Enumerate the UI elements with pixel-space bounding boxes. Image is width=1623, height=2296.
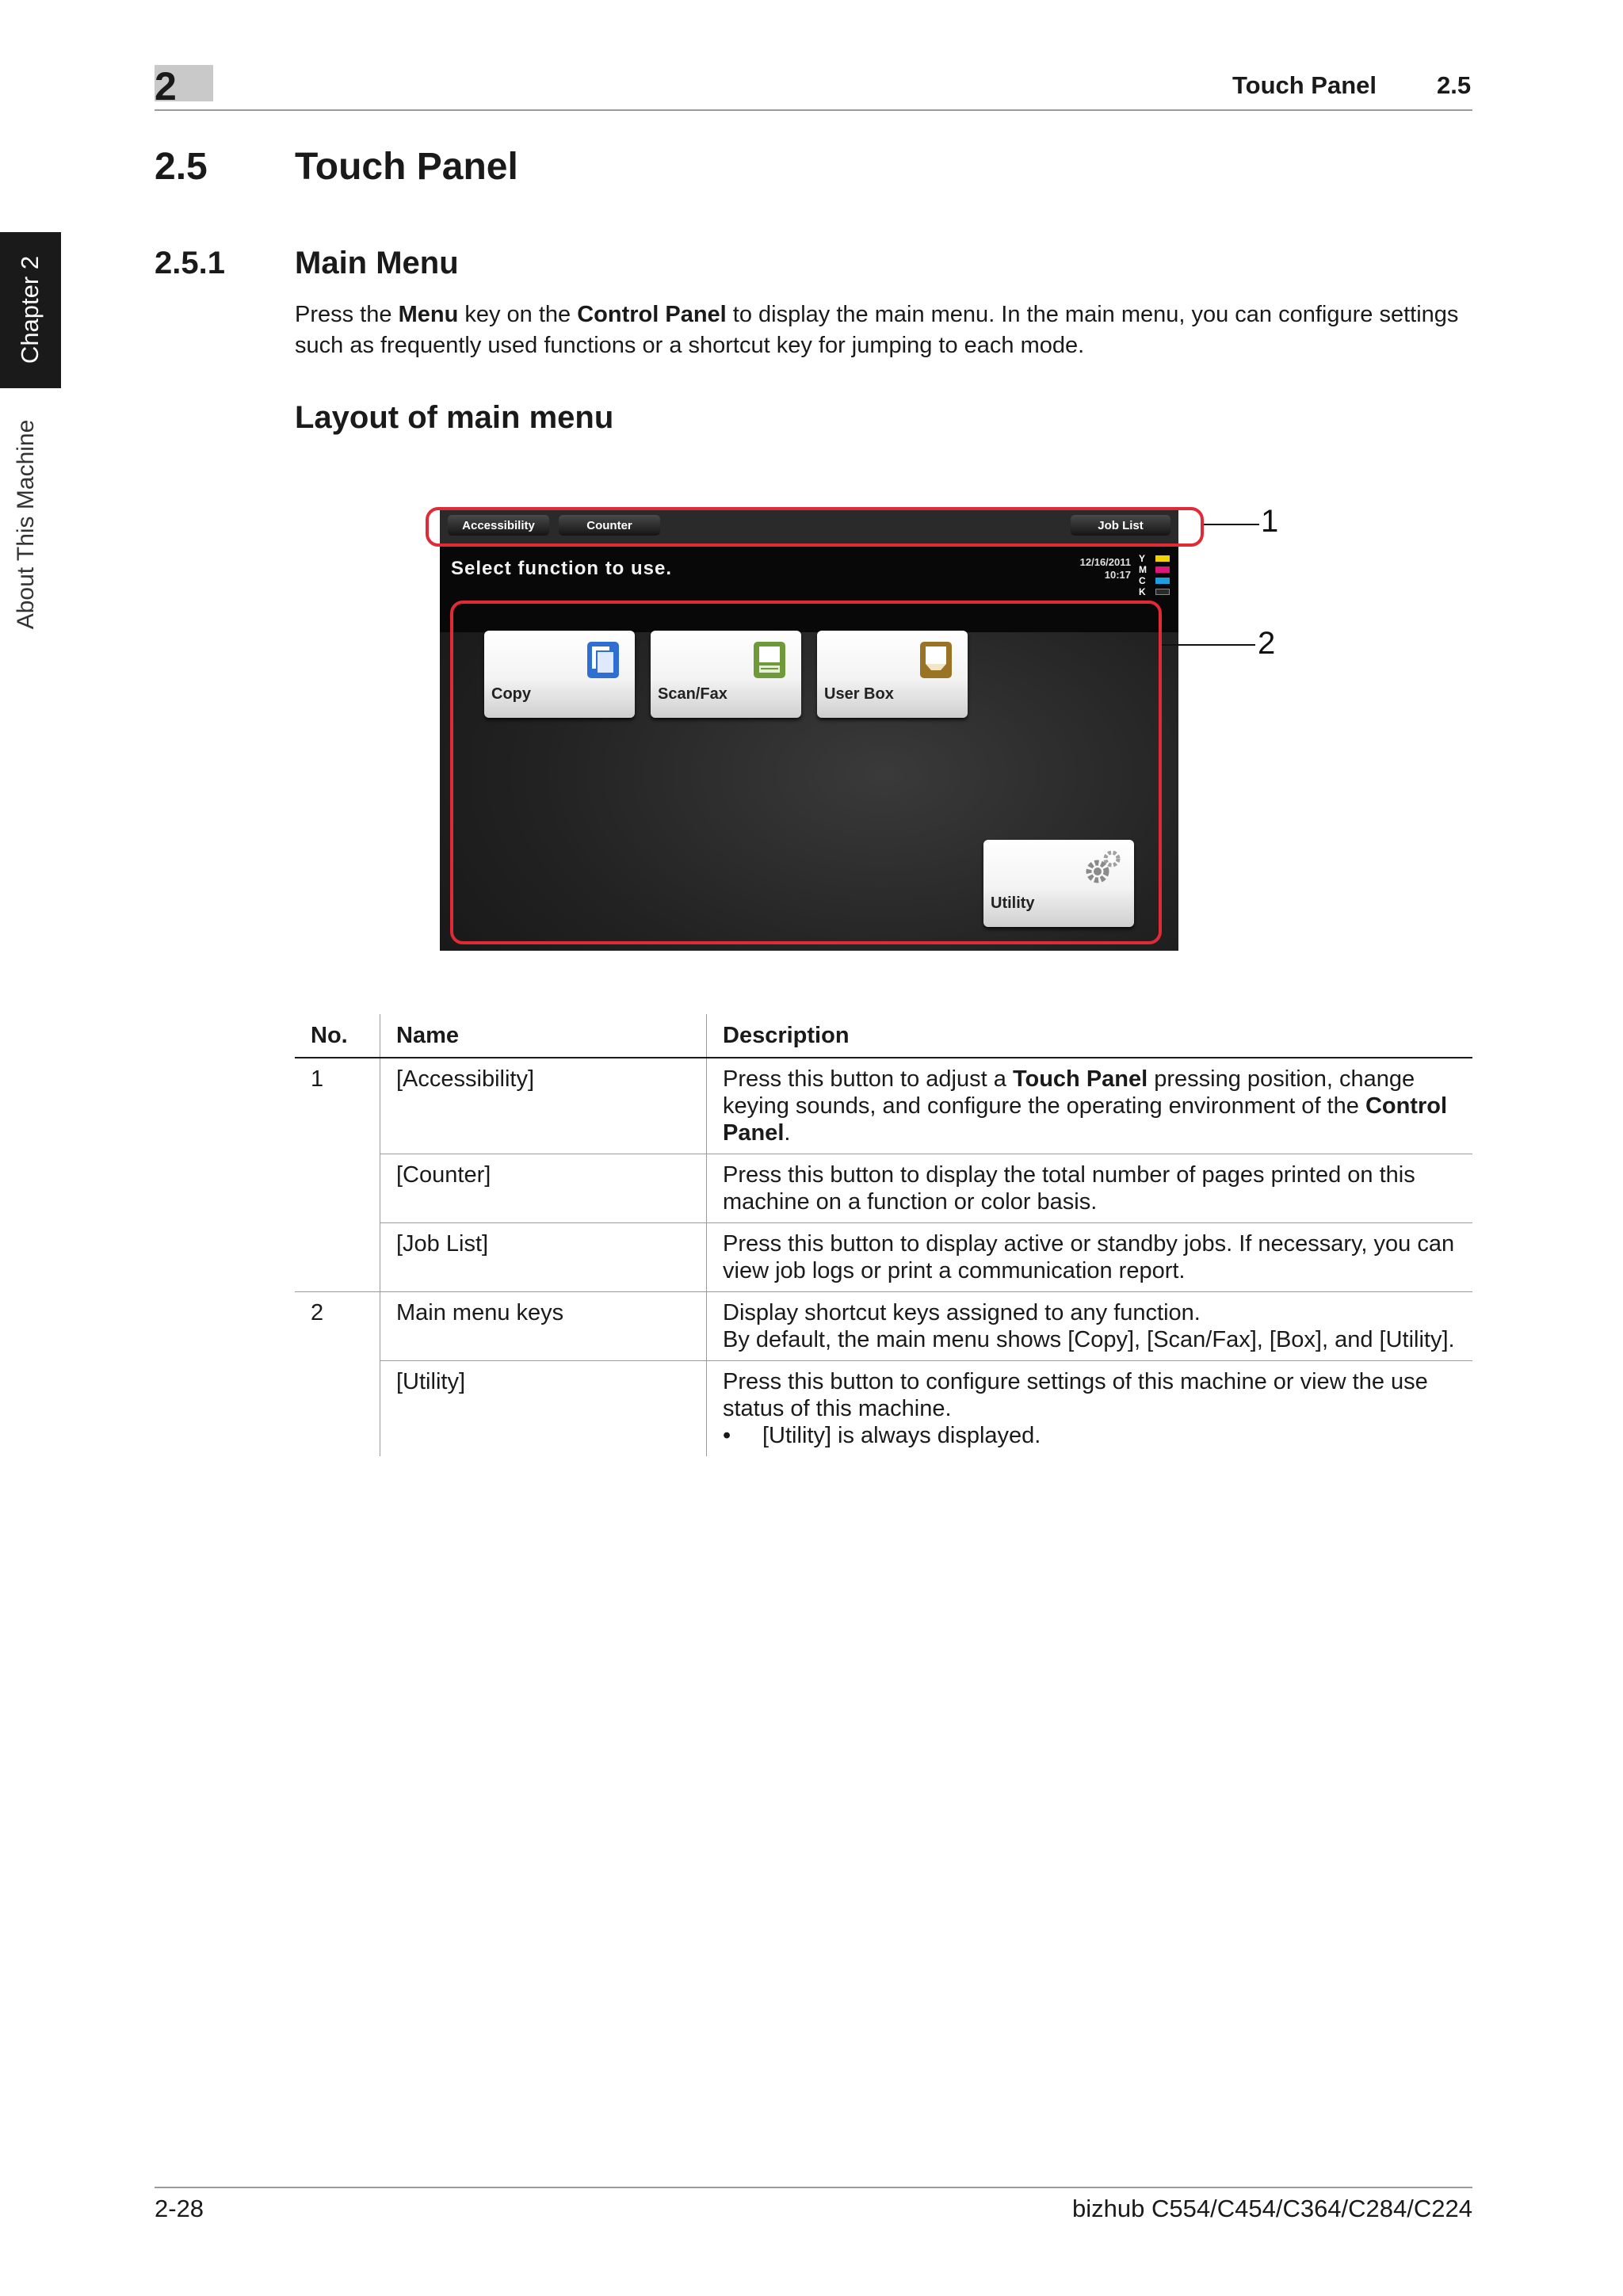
row-name: [Job List] [380,1223,707,1292]
callout-line-2 [1162,644,1255,646]
header-section: 2.5 [1437,71,1472,99]
header-name: Name [380,1014,707,1058]
row-description: Press this button to display active or standby jobs. If necessary, you can view job logs or print a communication report. [707,1223,1473,1292]
header-rule [155,109,1472,111]
model-name: bizhub C554/C454/C364/C284/C224 [1072,2195,1472,2222]
counter-button[interactable]: Counter [559,515,660,536]
toner-letter-y: Y [1139,553,1146,564]
menu-key-term: Menu [398,302,459,327]
toner-letter-m: M [1139,564,1147,575]
section-title: Touch Panel [295,146,518,188]
header-description: Description [707,1014,1473,1058]
chapter-tab-label: Chapter 2 [16,255,44,364]
screen-time: 10:17 [1104,569,1131,581]
table-row [295,1361,1472,1457]
toner-c-indicator [1155,578,1170,584]
page-number: 2-28 [155,2195,204,2222]
row-number: 2 [311,1300,324,1325]
control-panel-term: Control Panel [577,302,727,327]
scan-fax-label: Scan/Fax [658,685,727,703]
toner-m-indicator [1155,566,1170,573]
screen-datetime [1074,556,1131,582]
menu-description-table [295,1014,1472,1456]
bullet-item: • [Utility] is always displayed. [723,1423,1041,1448]
table-row [295,1223,1472,1292]
toner-letter-c: C [1139,575,1146,586]
subsection-number: 2.5.1 [155,246,225,280]
intro-paragraph: Press the Menu key on the Control Panel to display the main menu. In the main menu, you can configure settings such as frequently used functions or a shortcut key for jumping to each mode. [295,302,1459,358]
table-row [295,1154,1472,1223]
job-list-button[interactable]: Job List [1071,515,1170,536]
section-number: 2.5 [155,146,208,188]
row-name: Main menu keys [380,1292,707,1361]
toner-y-indicator [1155,555,1170,562]
callout-number-1: 1 [1261,504,1279,539]
toner-letter-k: K [1139,586,1146,597]
header-no: No. [295,1014,380,1058]
row-description: Press this button to configure settings of this machine or view the use status of this machine. • [Utility] is always displayed. [707,1361,1473,1457]
section-tab-label: About This Machine [13,419,39,630]
row-description: Press this button to display the total number of pages printed on this machine on a function or color basis. [707,1154,1473,1223]
callout-box-2 [450,601,1162,944]
header-title: Touch Panel [1232,71,1377,99]
callout-number-2: 2 [1258,626,1276,661]
row-description: Display shortcut keys assigned to any function. By default, the main menu shows [Copy], [Scan/Fax], [Box], and [Utility]. [707,1292,1473,1361]
subsection-title: Main Menu [295,246,459,280]
row-description: Press this button to adjust a Touch Panel pressing position, change keying sounds, and configure the operating environment of the Control Panel. [707,1058,1473,1154]
table-header-row [295,1014,1472,1058]
callout-line-1 [1204,524,1259,525]
row-name: [Accessibility] [380,1058,707,1154]
row-number: 1 [311,1066,324,1092]
table-row [295,1292,1472,1361]
screen-date: 12/16/2011 [1079,556,1131,568]
table-row [295,1058,1472,1154]
row-name: [Counter] [380,1154,707,1223]
layout-heading: Layout of main menu [295,400,614,435]
chapter-number: 2 [155,64,177,109]
copy-label: Copy [491,685,531,703]
screen-message: Select function to use. [451,558,673,579]
toner-k-indicator [1155,589,1170,595]
accessibility-button[interactable]: Accessibility [448,515,549,536]
footer-rule [155,2187,1472,2188]
user-box-label: User Box [824,685,894,703]
utility-label: Utility [991,894,1035,912]
row-name: [Utility] [380,1361,707,1457]
callout-box-1 [426,507,1204,547]
